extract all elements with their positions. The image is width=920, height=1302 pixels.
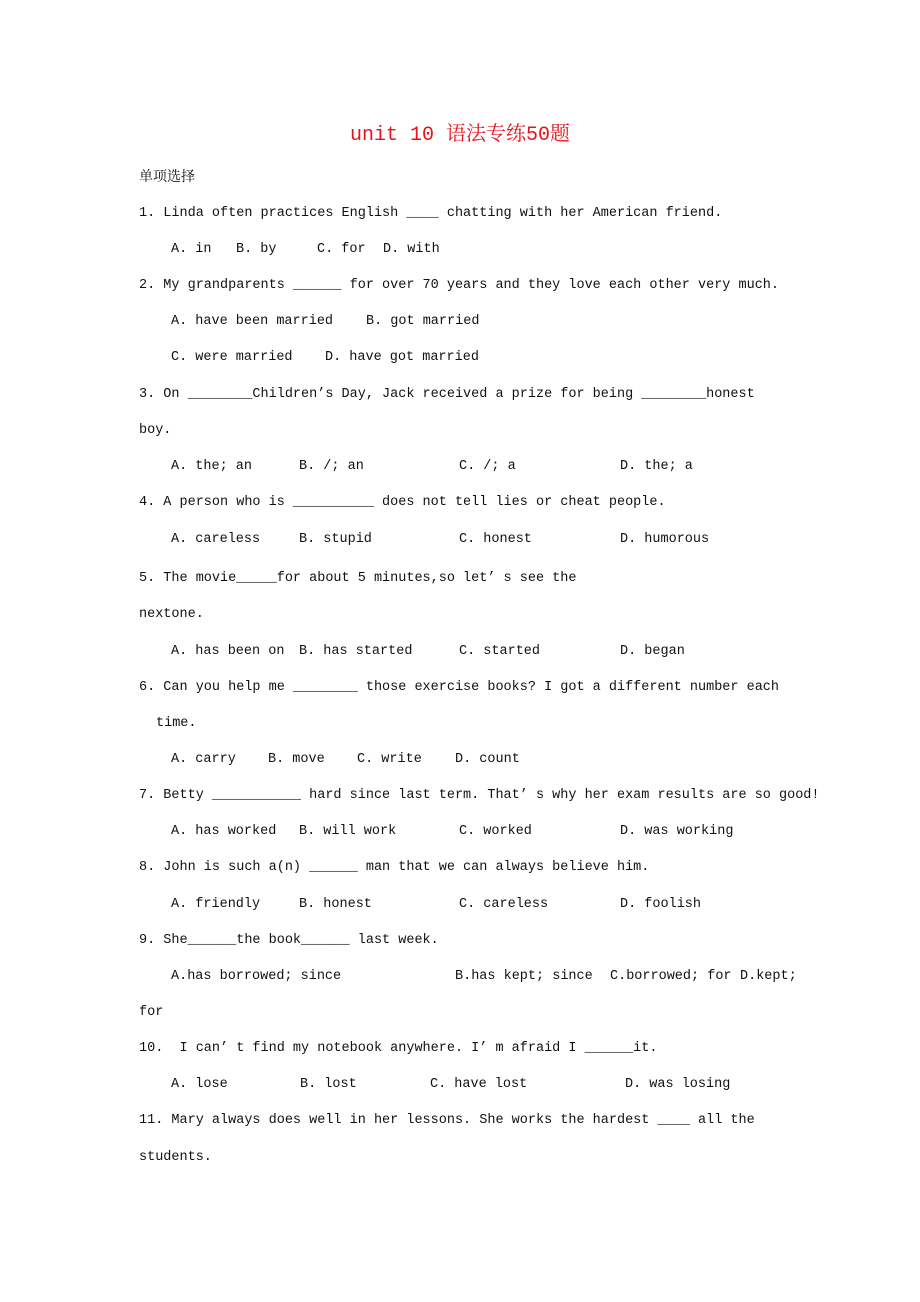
page-title: unit 10 语法专练50题 [349,124,571,147]
question-stem: 1. Linda often practices English ____ chatting with her American friend. [139,206,723,221]
question-stem: nextone. [139,607,204,622]
answer-option: A. the; an [171,459,253,474]
question-stem: students. [139,1150,212,1165]
answer-option: D. count [455,752,520,767]
answer-option: D. humorous [620,532,710,547]
answer-option-continuation: for [139,1005,164,1020]
question-stem: time. [156,716,197,731]
question-stem: 3. On ________Children’s Day, Jack received a prize for being ________honest [139,387,755,402]
answer-option: C. /; a [459,459,516,474]
answer-option: C.borrowed; for [610,969,732,984]
answer-option: A. carry [171,752,236,767]
answer-option: C. honest [459,532,532,547]
answer-option: D.kept; [740,969,797,984]
answer-option: A. friendly [171,897,261,912]
question-stem: 2. My grandparents ______ for over 70 years and they love each other very much. [139,278,780,293]
answer-option: B. got married [366,314,480,329]
question-stem: 6. Can you help me ________ those exercise books? I got a different number each [139,680,780,695]
question-stem: 9. She______the book______ last week. [139,933,439,948]
answer-option: B.has kept; since [455,969,593,984]
question-stem: 11. Mary always does well in her lessons. She works the hardest ____ all the [139,1113,755,1128]
section-heading: 单项选择 [139,169,195,185]
answer-option: D. began [620,644,685,659]
answer-option: B. stupid [299,532,372,547]
answer-option: A. lose [171,1077,228,1092]
answer-option: A. has been on [171,644,285,659]
answer-option: C. were married [171,350,293,365]
answer-option: A. careless [171,532,261,547]
answer-option: A.has borrowed; since [171,969,342,984]
answer-option: B. lost [300,1077,357,1092]
answer-option: D. was working [620,824,734,839]
answer-option: B. move [268,752,325,767]
answer-option: B. will work [299,824,397,839]
answer-option: C. have lost [430,1077,528,1092]
answer-option: D. with [383,242,440,257]
answer-option: C. worked [459,824,532,839]
answer-option: D. was losing [625,1077,731,1092]
answer-option: C. for [317,242,366,257]
answer-option: B. by [236,242,277,257]
answer-option: C. careless [459,897,549,912]
answer-option: B. honest [299,897,372,912]
answer-option: C. started [459,644,541,659]
question-stem: 4. A person who is __________ does not tell lies or cheat people. [139,495,666,510]
question-stem: boy. [139,423,172,438]
answer-option: D. the; a [620,459,693,474]
answer-option: D. have got married [325,350,479,365]
question-stem: 7. Betty ___________ hard since last term. That’ s why her exam results are so good! [139,788,820,803]
answer-option: B. /; an [299,459,364,474]
answer-option: B. has started [299,644,413,659]
answer-option: D. foolish [620,897,702,912]
question-stem: 8. John is such a(n) ______ man that we can always believe him. [139,860,650,875]
answer-option: C. write [357,752,422,767]
answer-option: A. have been married [171,314,334,329]
question-stem: 5. The movie_____for about 5 minutes,so let’ s see the [139,571,577,586]
answer-option: A. in [171,242,212,257]
question-stem: 10. I can’ t find my notebook anywhere. I’ m afraid I ______it. [139,1041,658,1056]
answer-option: A. has worked [171,824,277,839]
